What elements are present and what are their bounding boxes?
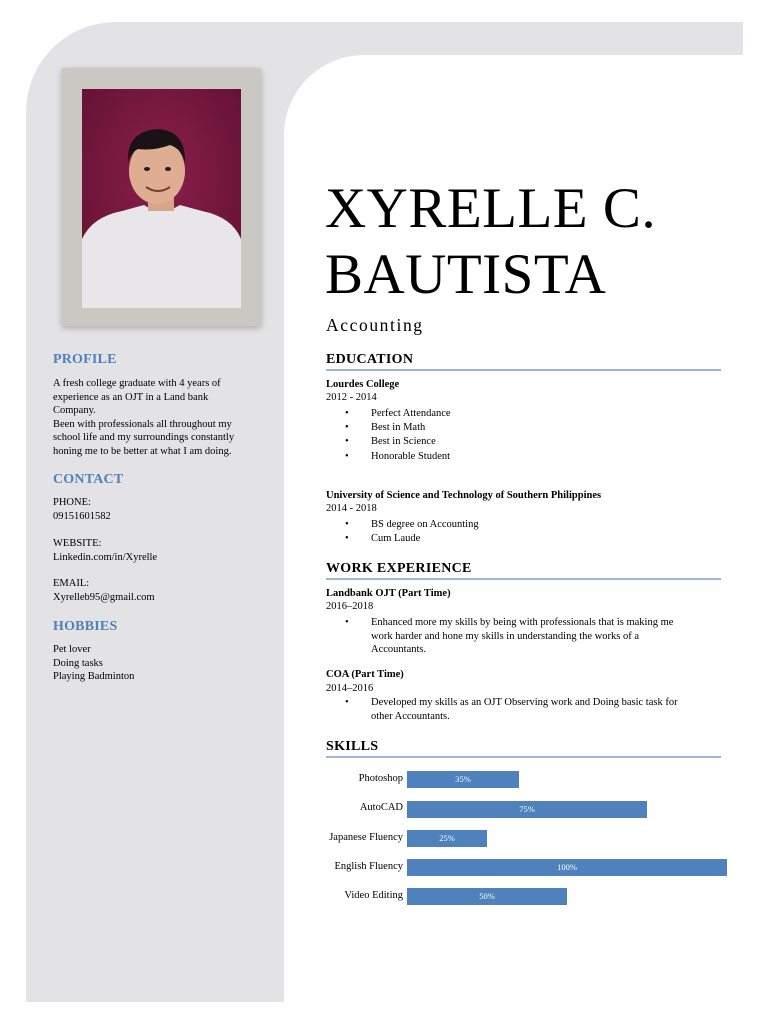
education-years: 2014 - 2018 xyxy=(326,503,377,514)
hobby-item: Playing Badminton xyxy=(53,671,135,682)
education-school: Lourdes College xyxy=(326,379,400,390)
candidate-title: Accounting xyxy=(326,315,424,335)
skills-heading: SKILLS xyxy=(326,739,379,754)
skill-name: AutoCAD xyxy=(359,802,403,813)
contact-website-label: WEBSITE: xyxy=(53,538,102,549)
photo-frame xyxy=(62,68,261,326)
education-school: University of Science and Technology of Southern Philippines xyxy=(326,490,602,501)
skill-name: Video Editing xyxy=(344,890,403,901)
profile-line: A fresh college graduate with 4 years of xyxy=(53,378,221,389)
skill-bar xyxy=(407,801,647,818)
hobbies-list xyxy=(53,643,263,684)
profile-line: Company. xyxy=(53,405,96,416)
education-heading: EDUCATION xyxy=(326,352,414,367)
profile-line: honing me to be better at what I am doing. xyxy=(53,445,232,457)
profile-line: Been with professionals all throughout my xyxy=(53,418,232,430)
skill-name: Photoshop xyxy=(358,773,403,784)
work-years: 2016–2018 xyxy=(326,601,374,612)
skill-percent-label: 100% xyxy=(557,862,577,872)
hobby-item: Pet lover xyxy=(53,644,91,655)
profile-photo xyxy=(82,89,241,308)
profile-line: school life and my surroundings constantly xyxy=(53,432,235,443)
skill-percent-label: 25% xyxy=(439,833,455,843)
skill-bar xyxy=(407,859,727,876)
skill-bar xyxy=(407,888,567,905)
skill-percent-label: 50% xyxy=(479,891,495,901)
section-divider xyxy=(326,578,721,580)
candidate-name: XYRELLE C. BAUTISTA xyxy=(325,177,657,306)
education-years: 2012 - 2014 xyxy=(326,392,377,403)
profile-line: experience as an OJT in a Land bank xyxy=(53,391,209,403)
contact-website-link[interactable]: Linkedin.com/in/Xyrelle xyxy=(53,552,158,563)
contact-phone: 09151601582 xyxy=(53,511,111,522)
skill-name: Japanese Fluency xyxy=(329,832,403,843)
contact-email-label: EMAIL: xyxy=(53,578,90,589)
skill-percent-label: 75% xyxy=(519,804,535,814)
contact-heading: CONTACT xyxy=(53,472,124,487)
contact-phone-label: PHONE: xyxy=(53,497,91,508)
skill-bar xyxy=(407,830,487,847)
work-title: COA (Part Time) xyxy=(326,669,404,680)
skill-bar xyxy=(407,771,519,788)
section-divider xyxy=(326,369,721,371)
work-title: Landbank OJT (Part Time) xyxy=(326,588,451,599)
profile-heading: PROFILE xyxy=(53,352,117,367)
hobbies-heading: HOBBIES xyxy=(53,619,118,634)
work-years: 2014–2016 xyxy=(326,683,374,694)
hobby-item: Doing tasks xyxy=(53,657,103,669)
work-heading: WORK EXPERIENCE xyxy=(326,561,472,576)
skill-name: English Fluency xyxy=(334,861,403,872)
profile-text xyxy=(53,377,263,458)
skill-percent-label: 35% xyxy=(455,774,471,784)
contact-email-link[interactable]: Xyrelleb95@gmail.com xyxy=(53,592,155,603)
section-divider xyxy=(326,756,721,758)
